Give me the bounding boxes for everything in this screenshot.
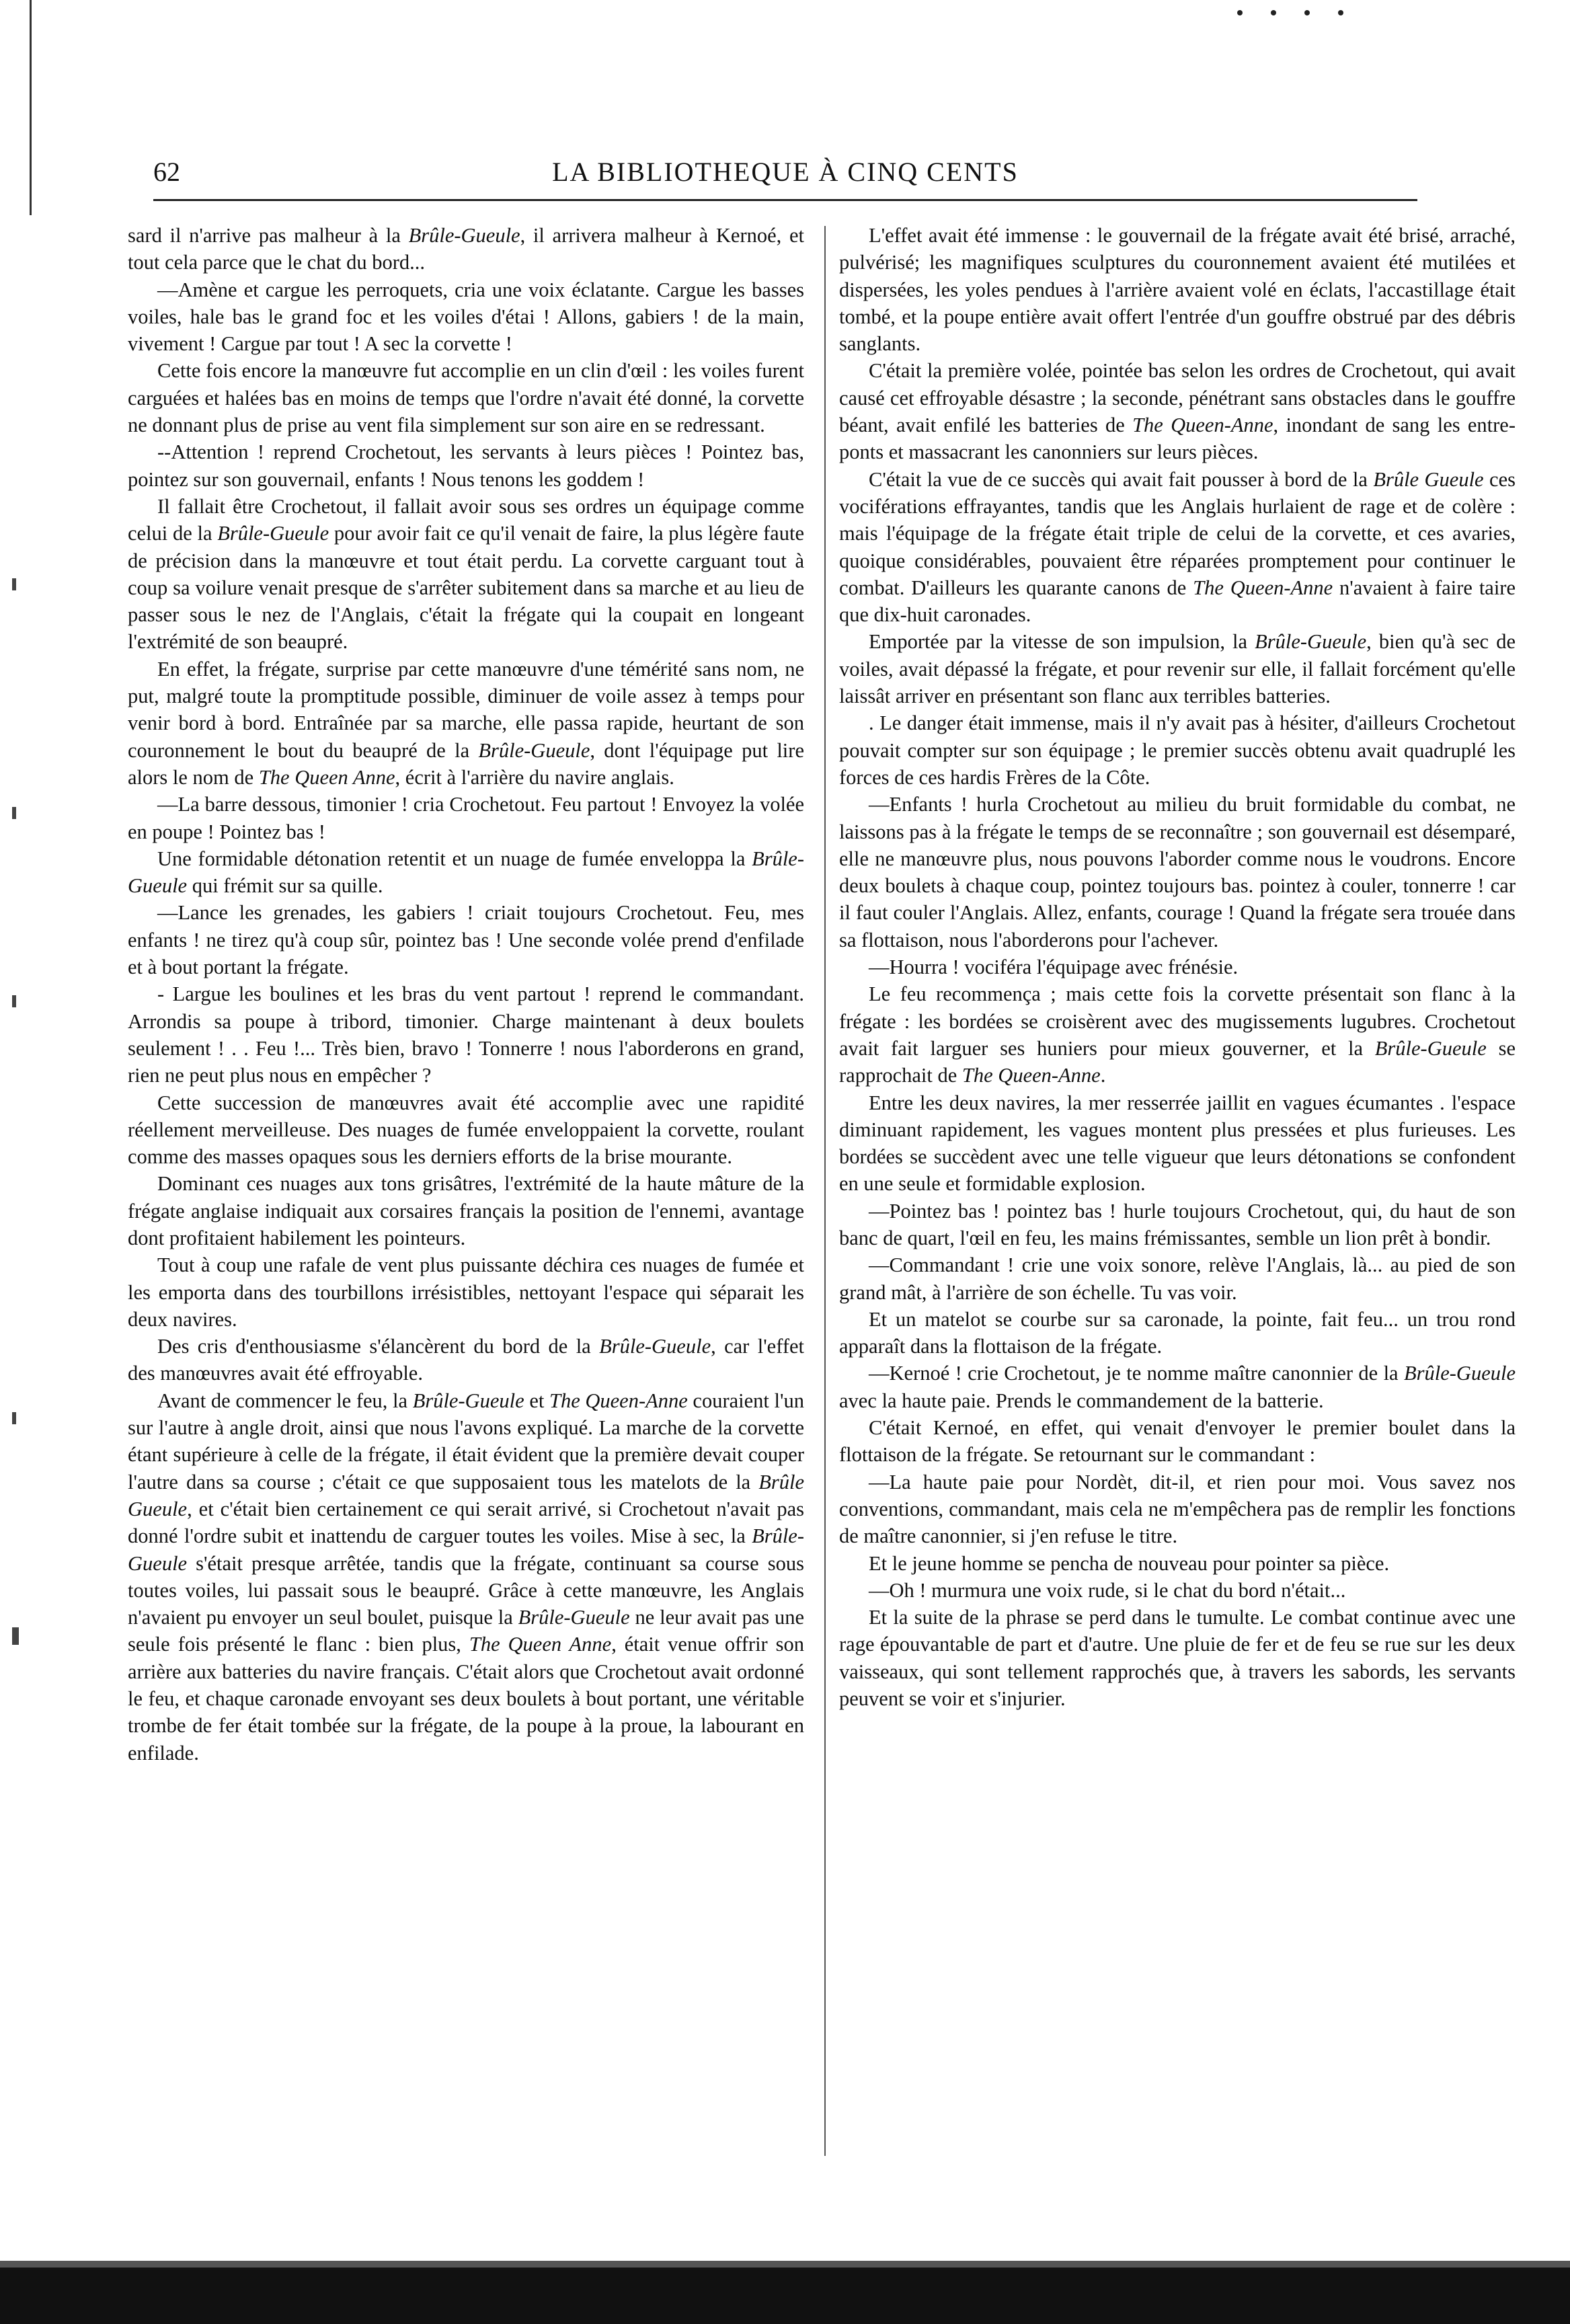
paragraph bbox=[839, 980, 1516, 1089]
italic-text: Brûle-Gueule bbox=[217, 522, 329, 545]
text-run: Cette fois encore la manœuvre fut accomplie en un clin d'œil : les voiles furent carguées et halées bas en moins de temps que l'ordre n'avait été donné, la corvette ne donnant plus de prise au vent fila simplement sur son aire en se redressant. bbox=[128, 359, 804, 437]
italic-text: Brûle-Gueule bbox=[1374, 1036, 1487, 1060]
paragraph bbox=[839, 1089, 1516, 1198]
text-run: sard il n'arrive pas malheur à la bbox=[128, 224, 409, 247]
italic-text: Brûle Gueule bbox=[1373, 467, 1484, 491]
text-run: --Attention ! reprend Crochetout, les servants à leurs pièces ! Pointez bas, pointez sur son gouvernail, enfants ! Nous tenons les goddem ! bbox=[128, 440, 804, 491]
italic-text: Brûle-Gueule bbox=[1404, 1362, 1516, 1385]
italic-text: Brûle-Gueule bbox=[128, 847, 804, 898]
paragraph bbox=[128, 222, 804, 276]
paragraph bbox=[839, 1577, 1516, 1604]
italic-text: Brûle-Gueule bbox=[518, 1606, 630, 1629]
left-column bbox=[128, 222, 804, 1767]
text-run: ne leur avait pas une seule fois présenté le flanc : bien plus, bbox=[128, 1606, 805, 1656]
italic-text: Brûle-Gueule bbox=[412, 1389, 524, 1412]
paragraph bbox=[128, 1333, 804, 1387]
paragraph bbox=[128, 357, 804, 438]
text-run: , et c'était bien certainement ce qui serait arrivé, si Crochetout n'avait pas donné l'ordre subit et inattendu de carguer toutes les voiles. Mise à sec, la bbox=[128, 1497, 804, 1548]
text-run: avec la haute paie. Prends le commandement de la batterie. bbox=[839, 1389, 1324, 1412]
paragraph bbox=[839, 1550, 1516, 1577]
text-run: Cette succession de manœuvres avait été accomplie avec une rapidité réellement merveilleuse. Des nuages de fumée enveloppaient la corvette, roulant comme des masses opaques sous les derniers efforts de la brise mourante. bbox=[128, 1091, 804, 1169]
text-run: Et un matelot se courbe sur sa caronade, la pointe, fait feu... un trou rond apparaît dans la flottaison de la frégate. bbox=[839, 1307, 1516, 1358]
text-run: C'était Kernoé, en effet, qui venait d'envoyer le premier boulet dans la flottaison de la frégate. Se retournant sur le commandant : bbox=[839, 1416, 1516, 1467]
text-run: —Kernoé ! crie Crochetout, je te nomme maître canonnier de la bbox=[869, 1362, 1404, 1385]
italic-text: Brûle-Gueule bbox=[599, 1335, 711, 1358]
text-run: n'avaient à faire taire que dix-huit caronades. bbox=[839, 576, 1516, 627]
running-title: LA BIBLIOTHEQUE À CINQ CENTS bbox=[552, 157, 1019, 187]
paragraph bbox=[839, 1604, 1516, 1712]
text-run: Avant de commencer le feu, la bbox=[157, 1389, 413, 1412]
paragraph bbox=[128, 1089, 804, 1171]
header-rule bbox=[153, 199, 1417, 201]
text-run: couraient l'un sur l'autre à angle droit, ainsi que nous l'avons expliqué. La marche de la corvette étant supérieure à celle de la frégate, il était évident que la première devait couper l'autre dans sa course ; c'était ce que supposaient tous les matelots de la bbox=[128, 1389, 804, 1494]
paragraph bbox=[839, 1251, 1516, 1306]
paragraph bbox=[839, 1469, 1516, 1550]
italic-text: Brûle-Gueule bbox=[1255, 630, 1367, 654]
text-run: , car l'effet des manœuvres avait été effroyable. bbox=[128, 1335, 804, 1385]
paragraph bbox=[839, 628, 1516, 709]
column-divider bbox=[824, 226, 826, 2156]
page-header bbox=[153, 152, 1417, 192]
bottom-scan-band bbox=[0, 2268, 1570, 2324]
left-margin-rule bbox=[30, 0, 32, 215]
text-run: , dont l'équipage put lire alors le nom de bbox=[128, 738, 804, 789]
paragraph bbox=[839, 1360, 1516, 1414]
text-run: —Amène et cargue les perroquets, cria une voix éclatante. Cargue les basses voiles, hale bas le grand foc et les voiles d'étai ! Allons, gabiers ! de la main, vivement ! Cargue par tout ! A sec la corvette ! bbox=[128, 278, 804, 356]
text-run: —Pointez bas ! pointez bas ! hurle toujours Crochetout, qui, du haut de son banc de quart, l'œil en feu, les mains frémissantes, semble un lion prêt à bondir. bbox=[839, 1199, 1516, 1249]
paragraph bbox=[839, 1414, 1516, 1469]
text-run: , il arrivera malheur à Kernoé, et tout cela parce que le chat du bord... bbox=[128, 224, 804, 274]
text-run: —Hourra ! vociféra l'équipage avec frénésie. bbox=[869, 956, 1239, 979]
paragraph bbox=[128, 1251, 804, 1333]
text-run: —Commandant ! crie une voix sonore, relève l'Anglais, là... au pied de son grand mât, à l'arrière de son échelle. Tu vas voir. bbox=[839, 1253, 1516, 1304]
italic-text: The Queen Anne bbox=[469, 1633, 612, 1656]
paragraph bbox=[839, 709, 1516, 791]
text-run: —Oh ! murmura une voix rude, si le chat du bord n'était... bbox=[869, 1578, 1346, 1602]
paragraph bbox=[839, 1198, 1516, 1252]
paragraph bbox=[839, 357, 1516, 465]
paragraph bbox=[128, 845, 804, 900]
text-run: se rapprochait de bbox=[839, 1036, 1516, 1087]
text-run: Il fallait être Crochetout, il fallait avoir sous ses ordres un équipage comme celui de la bbox=[128, 494, 804, 545]
text-run: Dominant ces nuages aux tons grisâtres, l'extrémité de la haute mâture de la frégate anglaise indiquait aux corsaires français la position de l'ennemi, avantage dont profitaient habilement les pointeurs. bbox=[128, 1172, 804, 1249]
text-run: —La barre dessous, timonier ! cria Crochetout. Feu partout ! Envoyez la volée en poupe ! Pointez bas ! bbox=[128, 793, 804, 843]
text-run: , inondant de sang les entre-ponts et massacrant les canonniers sur leurs pièces. bbox=[839, 414, 1516, 464]
text-run: Entre les deux navires, la mer resserrée jaillit en vagues écumantes . l'espace diminuant rapidement, les vagues montent plus pressées et plus furieuses. Les bordées se succèdent avec une telle vigueur que leurs détonations se confondent en une seule et formidable explosion. bbox=[839, 1091, 1516, 1196]
text-run: Emportée par la vitesse de son impulsion, la bbox=[869, 630, 1255, 654]
paragraph bbox=[128, 276, 804, 358]
text-run: et bbox=[524, 1389, 549, 1412]
text-run: ces vociférations effrayantes, tandis que les Anglais hurlaient de rage et de colère : mais l'équipage de la frégate était triple de celui de la corvette, et ces avaries, quoique considérables, pouvaient être réparées promptement pour continuer le combat. D'ailleurs les quarante canons de bbox=[839, 467, 1516, 599]
text-run: Et le jeune homme se pencha de nouveau pour pointer sa pièce. bbox=[869, 1551, 1390, 1575]
text-run: Tout à coup une rafale de vent plus puissante déchira ces nuages de fumée et les emporta dans des tourbillons irrésistibles, nettoyant l'espace qui séparait les deux navires. bbox=[128, 1253, 804, 1331]
right-column bbox=[839, 222, 1516, 1712]
text-run: . bbox=[1100, 1064, 1106, 1087]
text-run: qui frémit sur sa quille. bbox=[187, 874, 383, 898]
page-number: 62 bbox=[153, 157, 180, 187]
italic-text: Brûle-Gueule bbox=[128, 1524, 804, 1575]
paragraph bbox=[839, 1306, 1516, 1360]
paragraph bbox=[128, 1387, 804, 1767]
text-run: Des cris d'enthousiasme s'élancèrent du bord de la bbox=[157, 1335, 600, 1358]
text-run: En effet, la frégate, surprise par cette manœuvre d'une témérité sans nom, ne put, malgré toute la promptitude possible, diminuer de voile assez à temps pour venir bord à bord. Entraînée par sa marche, elle passa rapide, heurtant de son couronnement le bout du beaupré de la bbox=[128, 657, 804, 762]
left-margin-marks bbox=[0, 202, 40, 2219]
text-run: —Enfants ! hurla Crochetout au milieu du bruit formidable du combat, ne laissons pas à la frégate le temps de se reconnaître ; son gouvernail est désemparé, elle ne manœuvre plus, nous pouvons l'aborder comme nous le voudrons. Encore deux boulets à chaque coup, pointez toujours bas. pointez à couler, tonnerre ! car il faut couler l'Anglais. Allez, enfants, courage ! Quand la frégate sera trouée dans sa flottaison, nous l'aborderons pour l'achever. bbox=[839, 793, 1516, 952]
paragraph bbox=[128, 493, 804, 656]
top-speckle-marks bbox=[1237, 5, 1493, 15]
italic-text: The Queen Anne bbox=[258, 765, 395, 789]
paragraph bbox=[839, 222, 1516, 357]
paragraph bbox=[128, 1170, 804, 1251]
paragraph bbox=[128, 791, 804, 845]
text-run: C'était la vue de ce succès qui avait fait pousser à bord de la bbox=[869, 467, 1374, 491]
italic-text: The Queen-Anne bbox=[961, 1064, 1101, 1087]
text-run: - Largue les boulines et les bras du vent partout ! reprend le commandant. Arrondis sa poupe à tribord, timonier. Charge maintenant à deux boulets seulement ! . . Feu !... Très bien, bravo ! Tonnerre ! nous l'aborderons en grand, rien ne peut plus nous en empêcher ? bbox=[128, 982, 804, 1087]
paragraph bbox=[128, 980, 804, 1089]
paragraph bbox=[128, 899, 804, 980]
paragraph bbox=[128, 656, 804, 791]
text-run: , était venue offrir son arrière aux batteries du navire français. C'était alors que Crochetout avait ordonné le feu, et chaque caronade envoyant ses deux boulets à bout portant, une véritable trombe de fer était tombée sur la frégate, de la poupe à la proue, la labourant en enfilade. bbox=[128, 1633, 805, 1765]
text-run: —La haute paie pour Nordèt, dit-il, et rien pour moi. Vous savez nos conventions, commandant, mais cela ne m'empêchera pas de remplir les fonctions de maître canonnier, si j'en refuse le titre. bbox=[839, 1470, 1516, 1548]
italic-text: Brûle-Gueule bbox=[478, 738, 590, 762]
text-run: Et la suite de la phrase se perd dans le tumulte. Le combat continue avec une rage épouvantable de part et d'autre. Une pluie de fer et de feu se rue sur les deux vaisseaux, qui sont tellement rapprochés que, à travers les sabords, les servants peuvent se voir et s'injurier. bbox=[839, 1606, 1516, 1711]
paragraph bbox=[839, 791, 1516, 954]
text-run: pour avoir fait ce qu'il venait de faire, la plus légère faute de précision dans la manœuvre et tout était perdu. La corvette carguant tout à coup sa voilure venait presque de s'arrêter subitement dans sa marche et au lieu de passer sous le nez de l'Anglais, c'était la frégate qui la coupait en longeant l'extrémité de son beaupré. bbox=[128, 522, 804, 654]
text-run: , bien qu'à sec de voiles, avait dépassé la frégate, et pour revenir sur elle, il fallait forcément qu'elle laissât arriver en présentant son flanc aux terribles batteries. bbox=[839, 630, 1516, 708]
text-run: , écrit à l'arrière du navire anglais. bbox=[395, 765, 674, 789]
italic-text: The Queen-Anne bbox=[1132, 414, 1273, 437]
text-run: s'était presque arrêtée, tandis que la frégate, continuant sa course sous toutes voiles, lui passait sous le beaupré. Grâce à cette manœuvre, les Anglais n'avaient pu envoyer un seul boulet, puisque la bbox=[128, 1551, 804, 1629]
text-run: Le feu recommença ; mais cette fois la corvette présentait son flanc à la frégate : les bordées se croisèrent avec des mugissements lugubres. Crochetout avait fait larguer ses huniers pour mieux gouverner, et la bbox=[839, 982, 1516, 1060]
text-run: —Lance les grenades, les gabiers ! criait toujours Crochetout. Feu, mes enfants ! ne tirez qu'à coup sûr, pointez bas ! Une seconde volée prend d'enfilade et à bout portant la frégate. bbox=[128, 901, 804, 979]
italic-text: The Queen-Anne bbox=[1193, 576, 1333, 599]
paragraph bbox=[839, 466, 1516, 629]
italic-text: Brûle-Gueule bbox=[408, 224, 520, 247]
paragraph bbox=[128, 438, 804, 493]
italic-text: The Queen-Anne bbox=[549, 1389, 688, 1412]
text-run: C'était la première volée, pointée bas selon les ordres de Crochetout, qui avait causé cet effroyable désastre ; la seconde, pénétrant sans obstacles dans le gouffre béant, avait enfilé les batteries de bbox=[839, 359, 1516, 437]
text-run: L'effet avait été immense : le gouvernail de la frégate avait été brisé, arraché, pulvérisé; les magnifiques sculptures du couronnement avaient été mutilées et dispersées, les yoles pendues à l'arrière avaient volé en éclats, l'accastillage était tombé, et la poupe entière avait offert l'entrée d'un gouffre obstrué par des débris sanglants. bbox=[839, 224, 1516, 356]
paragraph bbox=[839, 954, 1516, 980]
text-run: Une formidable détonation retentit et un nuage de fumée enveloppa la bbox=[157, 847, 752, 870]
italic-text: Brûle Gueule bbox=[128, 1470, 804, 1520]
bottom-edge-shadow bbox=[0, 2261, 1570, 2268]
text-run: . Le danger était immense, mais il n'y avait pas à hésiter, d'ailleurs Crochetout pouvait compter sur son équipage ; le premier succès obtenu avait quadruplé les forces de ces hardis Frères de la Côte. bbox=[839, 711, 1516, 789]
